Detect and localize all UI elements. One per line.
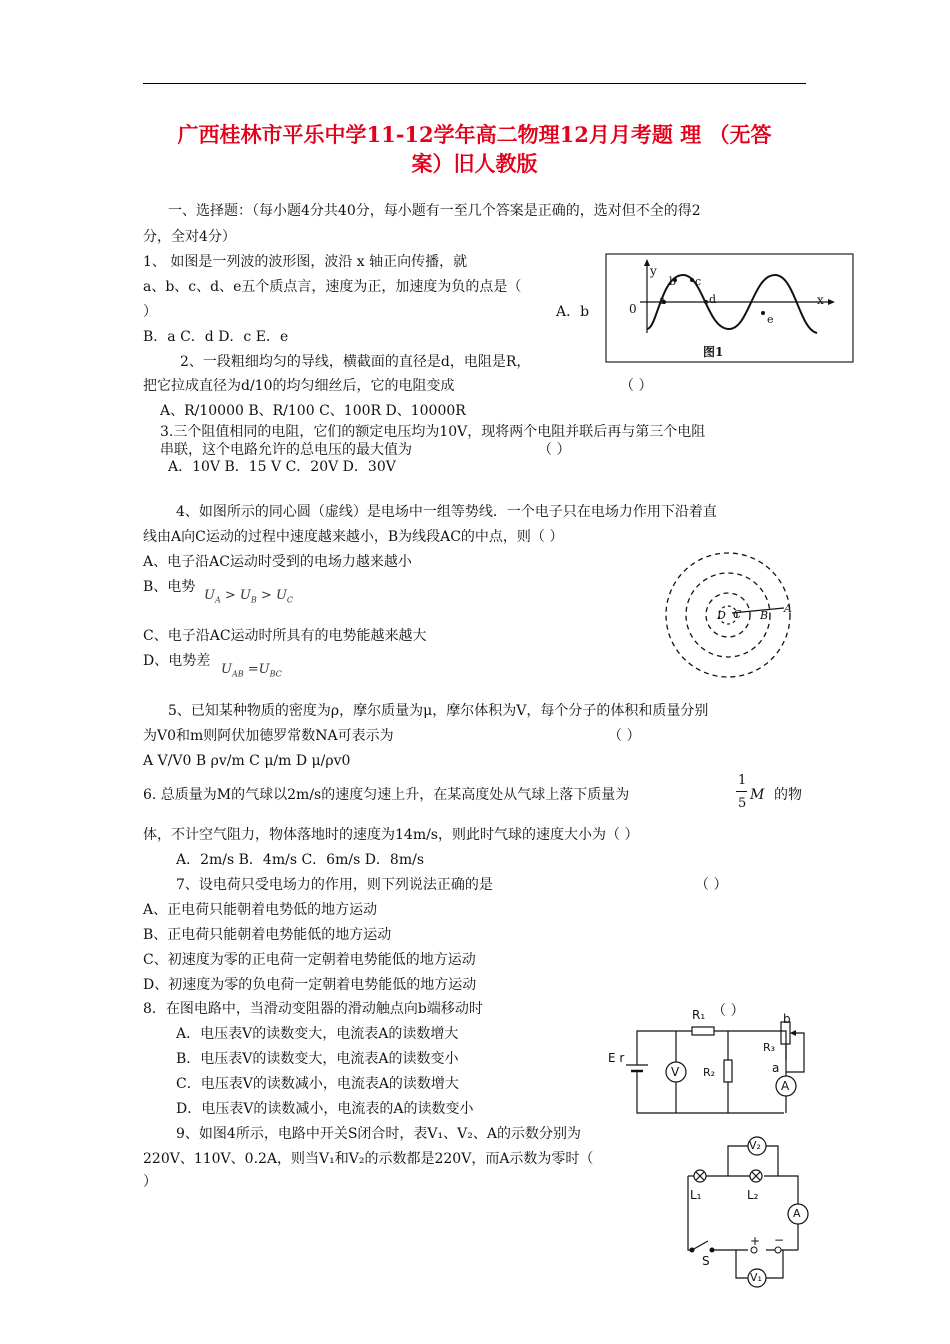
title-line-2: 案）旧人教版 xyxy=(411,151,538,176)
q1-fig-point-c: c xyxy=(695,275,702,288)
q7-option-a: A、正电荷只能朝着电势低的地方运动 xyxy=(143,902,378,918)
q6-frac-bar xyxy=(736,791,747,792)
q4-option-b: B、电势 xyxy=(143,579,196,595)
q1-line-1: 1、 如图是一列波的波形图，波沿 x 轴正向传播，就 xyxy=(143,254,468,270)
q9-circuit-figure xyxy=(668,1130,828,1290)
q6-line-1a: 6. 总质量为M的气球以2m/s的速度匀速上升，在某高度处从气球上落下质量为 xyxy=(143,787,630,803)
q9-fig-ammeter-label: A xyxy=(793,1207,801,1220)
q8-fig-voltmeter-label: V xyxy=(671,1065,680,1079)
q8-fig-r3-label: R₃ xyxy=(763,1041,776,1054)
q9-fig-minus-label: − xyxy=(774,1233,785,1247)
q2-line-2: 把它拉成直径为d/10的均匀细丝后，它的电阻变成 xyxy=(143,378,455,394)
q3-line-2: 串联，这个电路允许的总电压的最大值为 xyxy=(160,442,412,458)
q3-options: A．10V B．15 V C．20V D．30V xyxy=(168,459,396,475)
q9-fig-l2-label: L₂ xyxy=(747,1188,759,1202)
q6-options: A．2m/s B．4m/s C．6m/s D．8m/s xyxy=(176,852,425,868)
q1-wave-figure xyxy=(605,253,855,365)
q6-line-2: 体，不计空气阻力，物体落地时的速度为14m/s，则此时气球的速度大小为（ ） xyxy=(143,827,639,843)
q9-fig-v1-label: V₁ xyxy=(750,1271,762,1284)
q4-option-d: D、电势差 xyxy=(143,653,211,669)
q2-answer-paren: （ ） xyxy=(620,378,653,394)
q8-circuit-figure xyxy=(600,1000,830,1120)
q8-option-a: A．电压表V的读数变大，电流表A的读数增大 xyxy=(176,1026,459,1042)
q7-answer-paren: （ ） xyxy=(695,877,728,893)
q6-frac-var: M xyxy=(750,787,765,803)
q9-line-3: ） xyxy=(143,1174,157,1190)
q1-fig-caption: 图1 xyxy=(703,345,724,359)
q7-option-c: C、初速度为零的正电荷一定朝着电势能低的地方运动 xyxy=(143,952,476,968)
q8-answer-paren: （ ） xyxy=(712,1003,745,1019)
q7-option-d: D、初速度为零的负电荷一定朝着电势能低的地方运动 xyxy=(143,977,477,993)
q1-fig-point-a: a xyxy=(659,294,666,307)
q8-fig-r2-label: R₂ xyxy=(703,1066,716,1079)
q5-answer-paren: （ ） xyxy=(608,728,641,744)
q4-option-c: C、电子沿AC运动时所具有的电势能越来越大 xyxy=(143,628,427,644)
q1-fig-origin: 0 xyxy=(629,302,637,316)
section-heading-line-2: 分，全对4分） xyxy=(143,229,236,245)
title-line-1: 广西桂林市平乐中学11-12学年高二物理12月月考题 理 （无答 xyxy=(177,122,772,147)
page-title xyxy=(143,120,806,178)
q4-fig-label-c: C xyxy=(733,608,742,621)
q1-fig-axis-y: y xyxy=(650,264,657,278)
q8-fig-er-label: E r xyxy=(608,1051,625,1065)
q6-line-1b: 的物 xyxy=(774,787,802,803)
q1-line-2: a、b、c、d、e五个质点言，速度为正，加速度为负的点是（ xyxy=(143,279,522,295)
q1-options: B．a C．d D．c E．e xyxy=(143,329,289,345)
q8-option-b: B．电压表V的读数变大，电流表A的读数变小 xyxy=(176,1051,459,1067)
q7-line-1: 7、设电荷只受电场力的作用，则下列说法正确的是 xyxy=(176,877,493,893)
q5-line-2: 为V0和m则阿伏加德罗常数NA可表示为 xyxy=(143,728,394,744)
q8-line-1: 8．在图电路中，当滑动变阻器的滑动触点向b端移动时 xyxy=(143,1001,483,1017)
q5-line-1: 5、已知某种物质的密度为ρ，摩尔质量为μ，摩尔体积为V，每个分子的体积和质量分别 xyxy=(168,703,709,719)
q1-fig-point-e: e xyxy=(767,313,774,326)
q8-option-d: D．电压表V的读数减小，电流表的A的读数变小 xyxy=(176,1101,474,1117)
q4-option-a: A、电子沿AC运动时受到的电场力越来越小 xyxy=(143,554,412,570)
q2-options: A、R/10000 B、R/100 C、100R D、10000R xyxy=(160,403,466,419)
q7-option-b: B、正电荷只能朝着电势能低的地方运动 xyxy=(143,927,392,943)
q8-option-c: C．电压表V的读数减小，电流表A的读数增大 xyxy=(176,1076,459,1092)
q8-fig-ammeter-label: A xyxy=(781,1079,790,1093)
q4-fig-label-a: A xyxy=(784,602,792,615)
q9-line-2: 220V、110V、0.2A，则当V₁和V₂的示数都是220V，而A示数为零时（ xyxy=(143,1151,594,1167)
q8-fig-r1-label: R₁ xyxy=(692,1008,706,1022)
q1-fig-point-d: d xyxy=(709,293,717,306)
q6-frac-num: 1 xyxy=(738,773,747,788)
q1-option-a: A．b xyxy=(556,304,590,320)
q6-frac-den: 5 xyxy=(738,796,747,811)
q4-fig-label-b: B xyxy=(760,609,769,622)
q3-answer-paren: （ ） xyxy=(538,442,571,458)
q4-line-2: 线由A向C运动的过程中速度越来越小，B为线段AC的中点，则（ ） xyxy=(143,529,564,545)
q4-line-1: 4、如图所示的同心圆（虚线）是电场中一组等势线．一个电子只在电场力作用下沿着直 xyxy=(176,504,717,520)
q2-line-1: 2、一段粗细均匀的导线，横截面的直径是d，电阻是R， xyxy=(180,354,531,370)
q9-line-1: 9、如图4所示，电路中开关S闭合时，表V₁、V₂、A的示数分别为 xyxy=(176,1126,581,1142)
q9-fig-plus-label: + xyxy=(750,1234,761,1248)
q4-option-b-formula: $U_A > U_B > U_C$ xyxy=(204,588,294,605)
section-heading-line-1: 一、选择题：（每小题4分共40分，每小题有一至几个答案是正确的，选对但不全的得2 xyxy=(168,203,701,219)
header-rule xyxy=(143,83,806,84)
q8-fig-b-label: b xyxy=(783,1012,791,1026)
q5-options: A V/V0 B ρv/m C μ/m D μ/ρv0 xyxy=(143,753,351,769)
q1-fig-point-b: b xyxy=(669,275,677,288)
q4-equipotential-figure xyxy=(660,545,800,685)
q4-fig-label-d: D xyxy=(717,609,726,622)
q8-fig-a-point-label: a xyxy=(772,1061,780,1075)
q9-fig-switch-label: S xyxy=(702,1254,710,1268)
q9-fig-l1-label: L₁ xyxy=(690,1188,702,1202)
q4-option-d-formula: $U_{AB} =U_{BC}$ xyxy=(221,662,282,679)
q1-line-3: ） xyxy=(143,304,157,320)
q3-line-1: 3.三个阻值相同的电阻，它们的额定电压均为10V，现将两个电阻并联后再与第三个电阻 xyxy=(160,424,706,440)
q1-fig-axis-x: x xyxy=(817,293,824,307)
q9-fig-v2-label: V₂ xyxy=(749,1139,761,1152)
